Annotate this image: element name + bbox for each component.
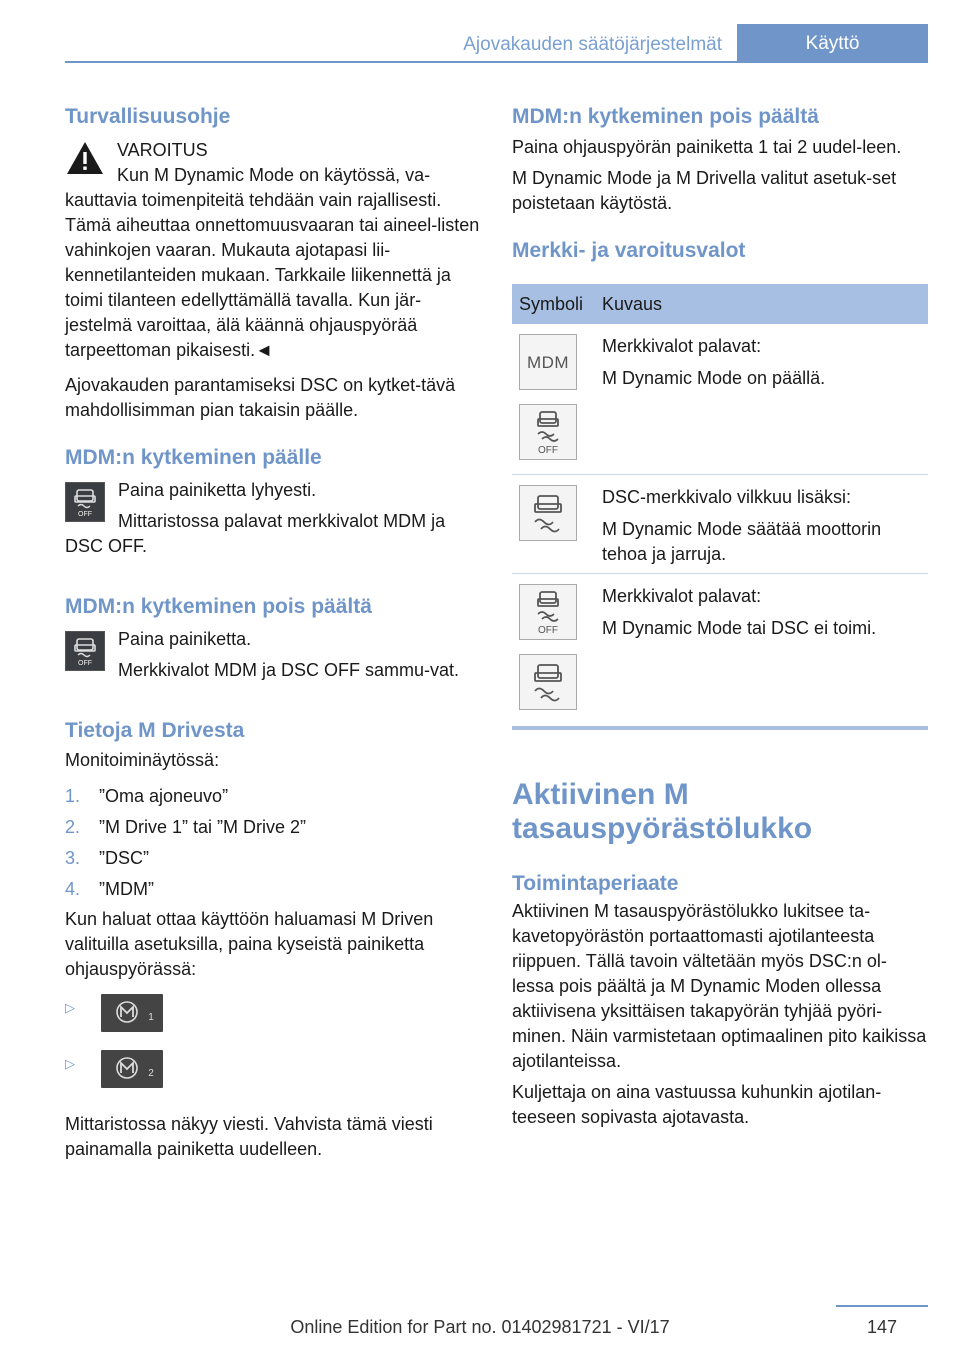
- header-tab: Käyttö: [737, 24, 928, 63]
- m2-button-row: [65, 1050, 480, 1106]
- lights-heading: Merkki- ja varoitusvalot: [512, 239, 746, 262]
- row1-line2: M Dynamic Mode on päällä.: [602, 368, 826, 388]
- mdm-off-block: [65, 627, 480, 683]
- dsc-off-indicator-icon-2: [519, 584, 577, 640]
- list-item: 2. ”M Drive 1” tai ”M Drive 2”: [65, 817, 307, 837]
- table-row: [512, 324, 928, 475]
- indicator-table: [512, 284, 928, 724]
- header-rule: [65, 61, 928, 63]
- m-drive-heading: Tietoja M Drivesta: [65, 719, 245, 742]
- m2-button: [101, 1050, 163, 1088]
- list-item: 1. ”Oma ajoneuvo”: [65, 786, 229, 806]
- principle-heading: Toimintaperiaate: [512, 872, 679, 895]
- driver-text: Kuljettaja on aina vastuussa kuhunkin ajotilan-teeseen sopivasta ajotavasta.: [512, 1082, 882, 1127]
- mdm-off-step1: Paina painiketta.: [118, 629, 252, 649]
- mdm-off-step2: Merkkivalot MDM ja DSC OFF sammu-vat.: [118, 660, 460, 680]
- mdm-button-icon-2: [65, 631, 105, 671]
- table-row: [512, 475, 928, 574]
- svg-text:OFF: OFF: [78, 511, 92, 517]
- mdm-off-text2: M Dynamic Mode ja M Drivella valitut asetuk-set poistetaan käytöstä.: [512, 168, 897, 213]
- active-m-diff-heading: Aktiivinen M tasauspyörästölukko: [512, 778, 813, 845]
- warning-title: VAROITUS: [117, 140, 208, 160]
- row3-line1: Merkkivalot palavat:: [602, 586, 762, 606]
- mdm-button-icon: [65, 482, 105, 522]
- row2-line2: M Dynamic Mode säätää moottorin tehoa ja jarruja.: [602, 519, 882, 564]
- row1-line1: Merkkivalot palavat:: [602, 336, 762, 356]
- mdm-off-heading-left: MDM:n kytkeminen pois päältä: [65, 595, 372, 618]
- mdm-off-text1: Paina ohjauspyörän painiketta 1 tai 2 uudel-leen.: [512, 137, 902, 157]
- header-section-title: Ajovakauden säätöjärjestelmät: [463, 34, 722, 55]
- m1-button: [101, 994, 163, 1032]
- svg-text:OFF: OFF: [78, 660, 92, 666]
- symbol-column-header: Symboli: [512, 284, 602, 324]
- m-drive-intro: Monitoiminäytössä:: [65, 750, 220, 770]
- page-number: 147: [866, 1317, 897, 1337]
- warning-text: Kun M Dynamic Mode on käytössä, va-kauttavia toimenpiteitä tehdään vain rajallisesti. Tämä aiheuttaa onnettomuusvaaran tai aineel-listen vahinkojen vaaran. Mukauta ajotapasi lii-kennetilanteiden mukaan. Tarkkaile liikennettä ja toimi tilanteen edellyttämällä tavalla. Kun jär-jestelmä varoittaa, älä käännä ohjauspyörää tarpeettoman pikaisesti.◄: [65, 165, 480, 360]
- footer-edition: Online Edition for Part no. 01402981721 - VI/17: [290, 1317, 670, 1337]
- left-column: [65, 100, 480, 1162]
- warning-block: [65, 138, 480, 363]
- dsc-indicator-icon: [519, 485, 577, 541]
- mdm-on-step2: Mittaristossa palavat merkkivalot MDM ja DSC OFF.: [65, 511, 446, 556]
- m-drive-text: Kun haluat ottaa käyttöön haluamasi M Driven valituilla asetuksilla, paina kyseistä painiketta ohjauspyörässä:: [65, 909, 434, 979]
- dsc-off-indicator-icon: [519, 404, 577, 460]
- row2-line1: DSC-merkkivalo vilkkuu lisäksi:: [602, 487, 852, 507]
- off-label: OFF: [538, 445, 558, 456]
- mdm-on-heading: MDM:n kytkeminen päälle: [65, 446, 322, 469]
- warning-triangle-icon: [65, 140, 105, 181]
- dsc-indicator-icon-2: [519, 654, 577, 710]
- bullet-triangle-icon: ▷: [65, 1056, 75, 1071]
- dsc-note: Ajovakauden parantamiseksi DSC on kytket-tävä mahdollisimman pian takaisin päälle.: [65, 375, 456, 420]
- m1-button-label: 1: [148, 1011, 154, 1023]
- m-drive-list: [65, 781, 480, 905]
- m1-button-row: [65, 994, 480, 1050]
- principle-text: Aktiivinen M tasauspyörästölukko lukitsee ta-kavetopyörästön portaattomasti ajotilanteesta riippuen. Tällä tavoin vältetään myös DSC:n ol-lessa pois päältä ja M Dynamic Moden ollessa aktiivisena yksittäisen takapyörän tyhjää pyöri-minen. Näin varmistetaan optimaalinen pito kaikissa ajotilanteissa.: [512, 901, 927, 1071]
- table-row: [512, 574, 928, 725]
- table-header-row: [512, 284, 928, 324]
- mdm-on-block: [65, 478, 480, 559]
- description-column-header: Kuvaus: [602, 284, 928, 324]
- confirm-text: Mittaristossa näkyy viesti. Vahvista tämä viesti painamalla painiketta uudelleen.: [65, 1114, 433, 1159]
- m2-button-label: 2: [148, 1067, 154, 1079]
- list-item: 3. ”DSC”: [65, 848, 149, 868]
- mdm-off-heading-right: MDM:n kytkeminen pois päältä: [512, 105, 819, 128]
- right-column: [512, 100, 928, 1130]
- mdm-indicator-icon: MDM: [519, 334, 577, 390]
- mdm-on-step1: Paina painiketta lyhyesti.: [118, 480, 317, 500]
- safety-heading: Turvallisuusohje: [65, 105, 231, 128]
- table-bottom-rule: [512, 726, 928, 730]
- bullet-triangle-icon: ▷: [65, 1000, 75, 1015]
- off-label: OFF: [538, 625, 558, 636]
- row3-line2: M Dynamic Mode tai DSC ei toimi.: [602, 618, 877, 638]
- list-item: 4. ”MDM”: [65, 879, 154, 899]
- page-number-rule: [836, 1305, 928, 1307]
